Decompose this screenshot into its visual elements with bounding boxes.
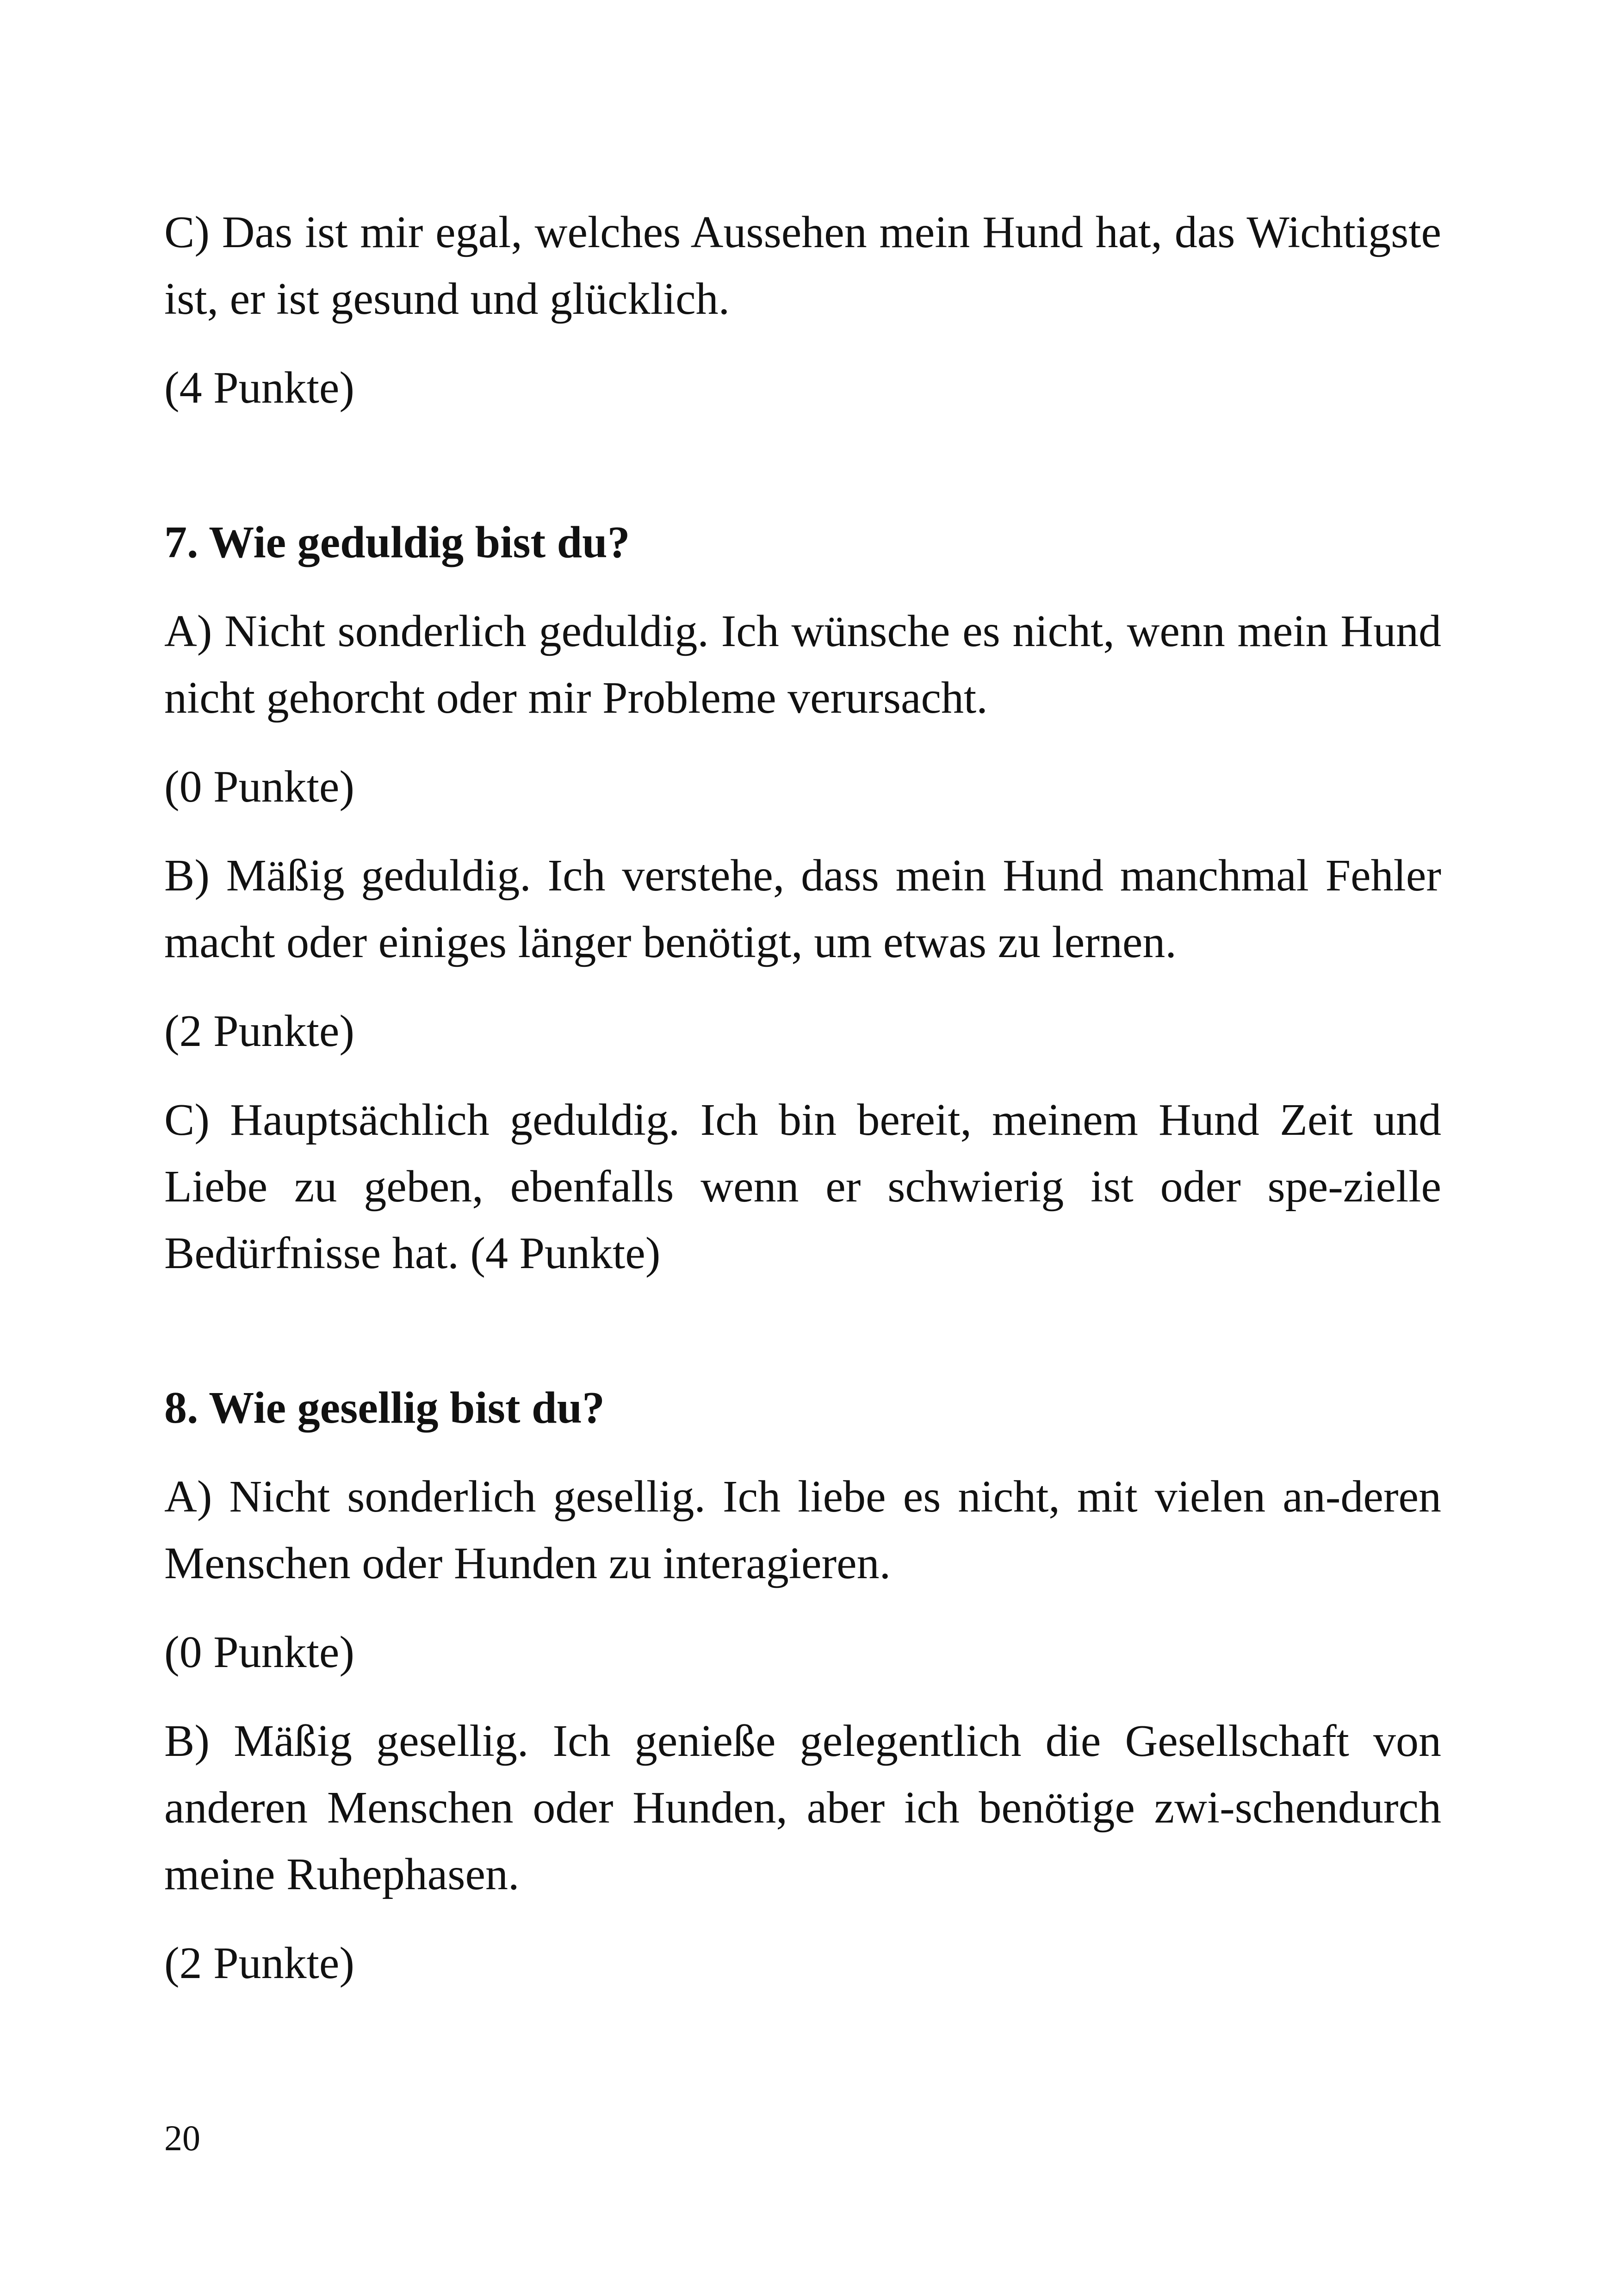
question-8-option-a: A) Nicht sonderlich gesellig. Ich liebe es nicht, mit vielen an-deren Menschen oder Hunden zu interagieren. bbox=[164, 1472, 1441, 1588]
page-number: 20 bbox=[164, 2118, 200, 2158]
question-7-title: 7. Wie geduldig bist du? bbox=[164, 517, 630, 567]
page-content bbox=[164, 199, 1441, 1997]
question-7-points-b: (2 Punkte) bbox=[164, 1006, 354, 1056]
question-7-option-a: A) Nicht sonderlich geduldig. Ich wünsche es nicht, wenn mein Hund nicht gehorcht oder mir Probleme verursacht. bbox=[164, 606, 1441, 723]
question-8-option-b: B) Mäßig gesellig. Ich genieße gelegentlich die Gesellschaft von anderen Menschen oder Hunden, aber ich benötige zwi-schendurch meine Ruhephasen. bbox=[164, 1716, 1441, 1899]
question-7-points-a: (0 Punkte) bbox=[164, 762, 354, 812]
question-8-points-b: (2 Punkte) bbox=[164, 1938, 354, 1988]
question-7-option-c: C) Hauptsächlich geduldig. Ich bin bereit, meinem Hund Zeit und Liebe zu geben, ebenfalls wenn er schwierig ist oder spe-zielle Bedürfnisse hat. (4 Punkte) bbox=[164, 1095, 1441, 1278]
previous-option-c: C) Das ist mir egal, welches Aussehen mein Hund hat, das Wichtigste ist, er ist gesund und glücklich. bbox=[164, 207, 1441, 324]
question-7-option-b: B) Mäßig geduldig. Ich verstehe, dass mein Hund manchmal Fehler macht oder einiges länger benötigt, um etwas zu lernen. bbox=[164, 851, 1441, 967]
previous-points-c: (4 Punkte) bbox=[164, 363, 354, 413]
question-8-points-a: (0 Punkte) bbox=[164, 1627, 354, 1677]
question-8-title: 8. Wie gesellig bist du? bbox=[164, 1383, 605, 1433]
